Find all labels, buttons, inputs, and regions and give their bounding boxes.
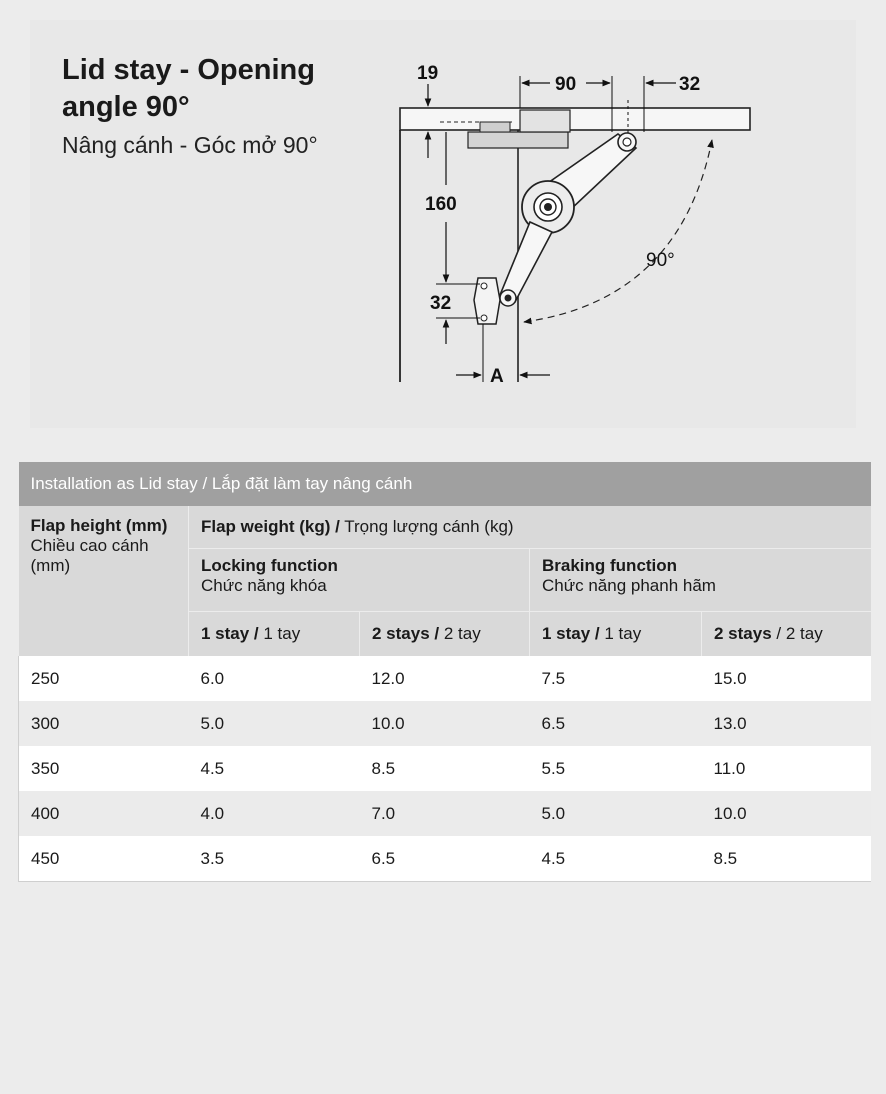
dim-a-label: A	[490, 366, 504, 386]
table-row: 350 4.5 8.5 5.5 11.0	[19, 746, 871, 791]
locking-function-header: Locking function Chức năng khóa	[189, 549, 530, 612]
braking-1-stay-header: 1 stay / 1 tay	[530, 612, 702, 657]
load-table	[18, 462, 871, 882]
lid-stay-diagram	[396, 56, 756, 386]
dim-19-label: 19	[417, 63, 439, 84]
table-row: 250 6.0 12.0 7.5 15.0	[19, 656, 871, 701]
page-subtitle: Nâng cánh - Góc mở 90°	[62, 132, 318, 158]
table-caption: Installation as Lid stay / Lắp đặt làm tay nâng cánh	[19, 462, 871, 506]
dim-32-side-label: 32	[430, 293, 452, 314]
table-caption-row	[19, 462, 871, 506]
flap-height-header: Flap height (mm) Chiều cao cánh (mm)	[19, 506, 189, 656]
title-block	[62, 52, 318, 160]
table-row: 400 4.0 7.0 5.0 10.0	[19, 791, 871, 836]
table-row: 450 3.5 6.5 4.5 8.5	[19, 836, 871, 882]
dim-90-label: 90	[555, 74, 577, 95]
braking-2-stays-header: 2 stays / 2 tay	[702, 612, 871, 657]
locking-2-stays-header: 2 stays / 2 tay	[360, 612, 530, 657]
hinge-plate	[468, 132, 568, 148]
flap-weight-header: Flap weight (kg) / Trọng lượng cánh (kg)	[189, 506, 871, 549]
locking-1-stay-header: 1 stay / 1 tay	[189, 612, 360, 657]
lid-panel	[400, 108, 750, 130]
angle-label: 90°	[646, 250, 675, 271]
dim-32-top-label: 32	[679, 74, 701, 95]
table-row: 300 5.0 10.0 6.5 13.0	[19, 701, 871, 746]
braking-function-header: Braking function Chức năng phanh hãm	[530, 549, 871, 612]
dim-160-label: 160	[425, 194, 457, 215]
page-title: Lid stay - Opening angle 90°	[62, 54, 315, 123]
